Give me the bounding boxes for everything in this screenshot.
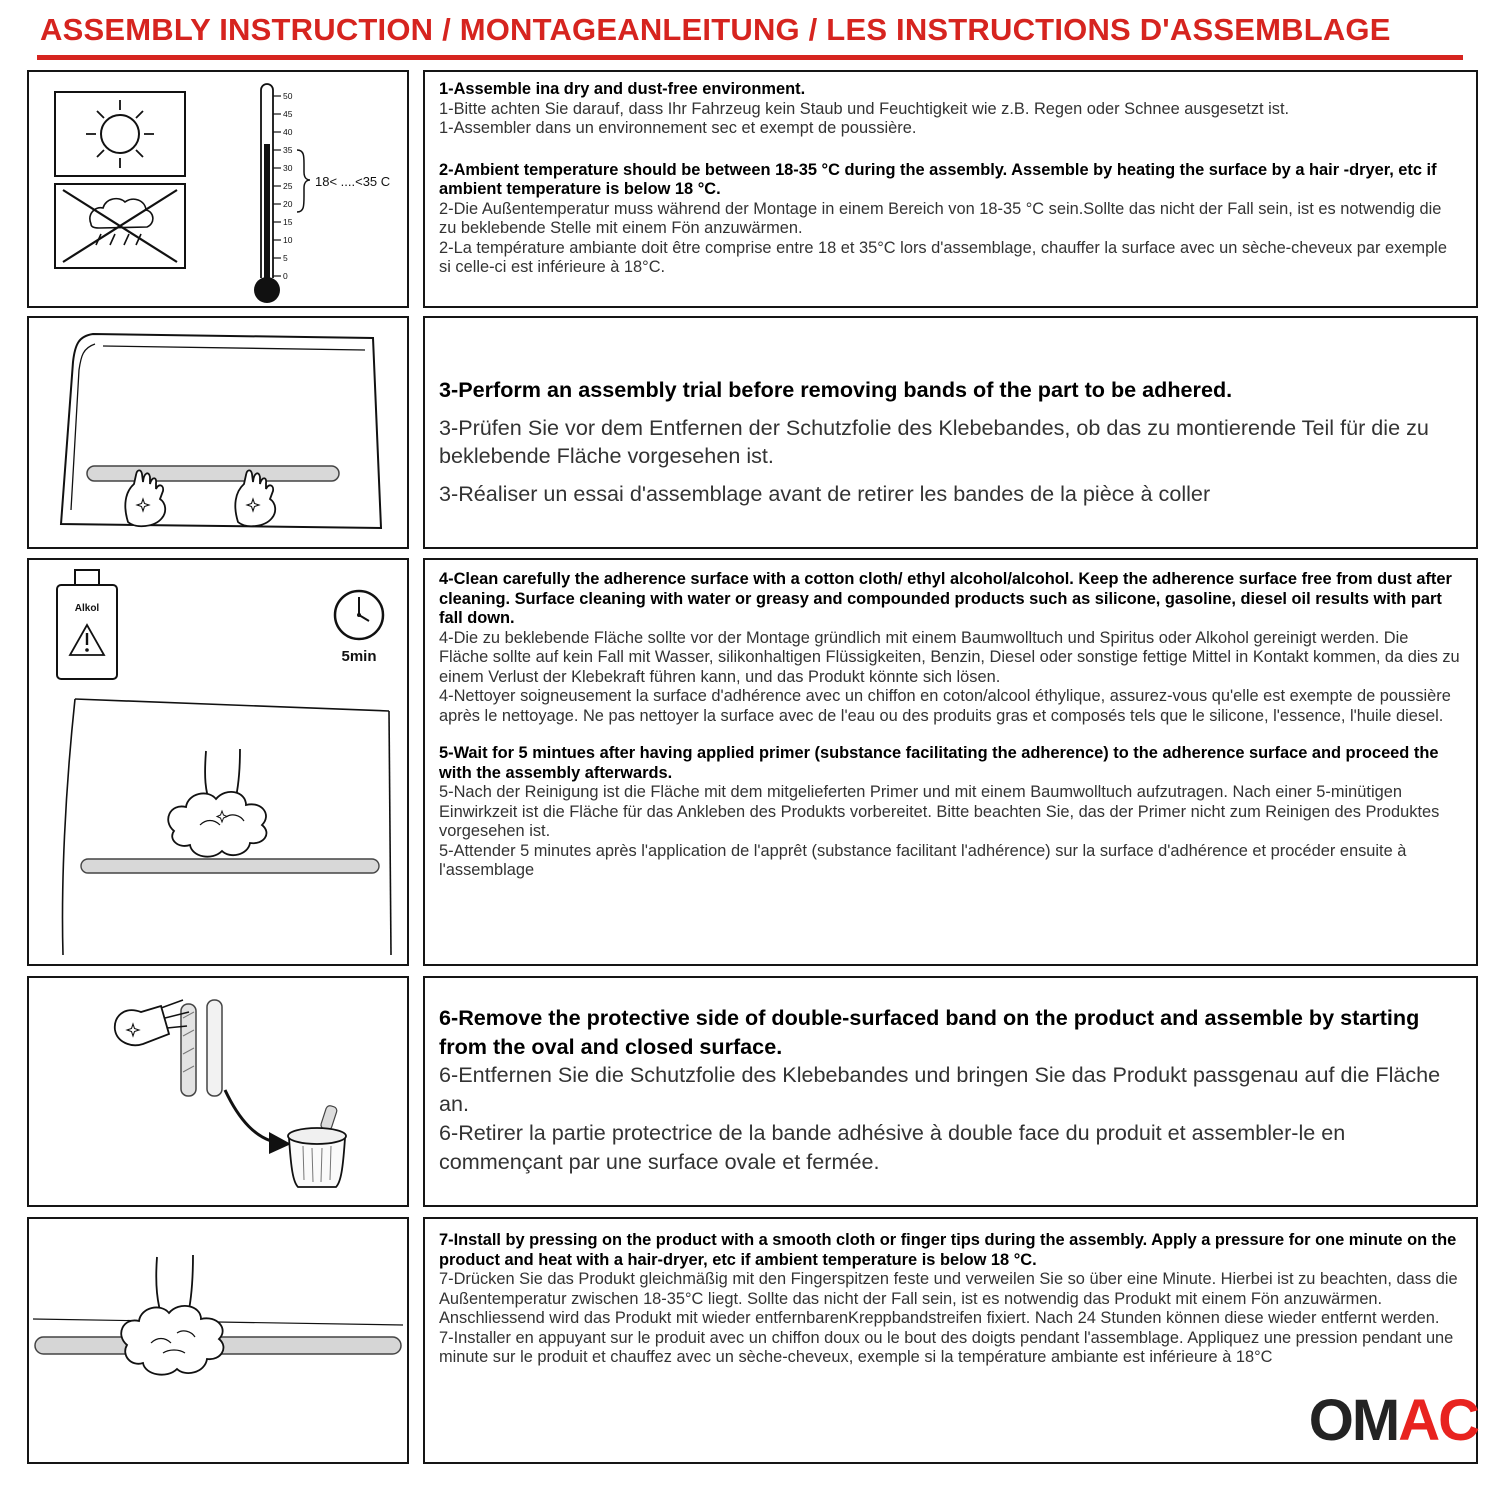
- step-6-de-text: 6-Entfernen Sie die Schutzfolie des Klebebandes und bringen Sie das Produkt passgenau auf die Fläche an.: [439, 1062, 1441, 1117]
- temperature-range-label: 18< ....<35 C: [315, 174, 391, 189]
- alcohol-bottle-icon: [57, 570, 117, 679]
- step-6-figure: [27, 976, 409, 1207]
- svg-text:25: 25: [283, 181, 293, 191]
- svg-text:35: 35: [283, 145, 293, 155]
- step-4-5-figure: [27, 558, 409, 966]
- step-6-en-text: 6-Remove the protective side of double-surfaced band on the product and assemble by starting from the oval and closed surface.: [439, 1005, 1420, 1059]
- step-7-de-text: 7-Drücken Sie das Produkt gleichmäßig mit den Fingerspitzen feste und verweilen Sie so über eine Minute. Hierbei ist zu beachten, dass die Außentemperatur zwischen 18-35°C liegt. Sollte das nicht der Fall sein, ist es notwendig das Produkt mit einem Fön anzuwärmen. Anschliessend wird das Produkt mit wieder entfernbarenKreppbandstreifen fixiert. Nach 24 Stunden können diese wieder entfernt werden.: [439, 1270, 1458, 1328]
- step-5-de-text: 5-Nach der Reinigung ist die Fläche mit dem mitgelieferten Primer und mit einem Baumwolltuch aufzutragen. Nach einer 5-minütigen Einwirkzeit ist die Fläche für das Ankleben des Produkts vorbereitet. Bitte beachten Sie, das der Primer nicht zum Reinigen des Produktes vorgesehen ist.: [439, 783, 1440, 841]
- trim-strip: [81, 859, 379, 873]
- omac-logo-dark-letters: OM: [1308, 1388, 1399, 1453]
- no-rain-icon: [55, 184, 185, 268]
- step-2-de-text: 2-Die Außentemperatur muss während der Montage in einem Bereich von 18-35 °C sein.Sollte das nicht der Fall sein, ist es notwendig die zu beklebende Stelle mit einem Fön anzuwärmen.: [439, 199, 1442, 238]
- step-2-fr-text: 2-La température ambiante doit être comprise entre 18 et 35°C lors d'assemblage, chauffer la surface avec un sèche-cheveux par exemple si celle-ci est inférieure à 18°C.: [439, 238, 1447, 277]
- step-1-de-text: 1-Bitte achten Sie darauf, dass Ihr Fahrzeug kein Staub und Feuchtigkeit wie z.B. Regen oder Schnee ausgesetzt ist.: [439, 99, 1290, 118]
- trim-strip: [87, 466, 339, 481]
- omac-logo: [1308, 1388, 1478, 1453]
- step-3-fr-text: 3-Réaliser un essai d'assemblage avant de retirer les bandes de la pièce à coller: [439, 481, 1211, 507]
- step-6-text: [423, 976, 1478, 1207]
- protective-band-strips: [181, 1000, 222, 1096]
- step-3-de-text: 3-Prüfen Sie vor dem Entfernen der Schutzfolie des Klebebandes, ob das zu montierende Teil für die zu beklebende Fläche vorgesehen ist.: [439, 414, 1429, 469]
- step-7-fr-text: 7-Installer en appuyant sur le produit avec un chiffon doux ou le bout des doigts pendant l'assemblage. Appliquez une pression pendant une minute sur le produit et chauffez avec un sèche-cheveux, exemple si la température ambiante est inférieure à 18°C: [439, 1328, 1454, 1367]
- step-7-en-text: 7-Install by pressing on the product with a smooth cloth or finger tips during the assembly. Apply a pressure for one minute on the product and heat with a hair-dryer, etc if ambient temperature is below 18 °C.: [439, 1231, 1457, 1269]
- pressing-hand-cloth-icon: [121, 1255, 223, 1375]
- cleaning-figure: [29, 560, 407, 964]
- step-3-en-text: 3-Perform an assembly trial before removing bands of the part to be adhered.: [439, 377, 1233, 402]
- peeling-hand-icon: [115, 1000, 189, 1045]
- omac-logo-red-letters: AC: [1398, 1388, 1478, 1453]
- svg-text:30: 30: [283, 163, 293, 173]
- step-4-en-text: 4-Clean carefully the adherence surface with a cotton cloth/ ethyl alcohol/alcohol. Keep the adherence surface free from dust after cleaning. Surface cleaning with water or greasy and compounded products such as silicone, gasoline, diesel oil results with part fall down.: [439, 570, 1452, 628]
- clock-icon: [335, 591, 383, 665]
- page-title: ASSEMBLY INSTRUCTION / MONTAGEANLEITUNG / LES INSTRUCTIONS D'ASSEMBLAGE: [40, 12, 1391, 47]
- environment-temperature-figure: [29, 72, 407, 306]
- svg-text:45: 45: [283, 109, 293, 119]
- svg-text:15: 15: [283, 217, 293, 227]
- bottle-label: Alkol: [74, 603, 100, 614]
- thermometer-scale: [283, 91, 293, 281]
- step-1-2-text: [423, 70, 1478, 308]
- step-5-fr-text: 5-Attender 5 minutes après l'application de l'apprêt (substance facilitant l'adhérence) sur la surface d'adhérence et procéder ensuite à l'assemblage: [439, 841, 1407, 880]
- step-3-figure: [27, 316, 409, 549]
- svg-text:0: 0: [283, 271, 288, 281]
- spacer: [439, 726, 1460, 744]
- step-4-de-text: 4-Die zu beklebende Fläche sollte vor der Montage gründlich mit einem Baumwolltuch und Spiritus oder Alkohol gereinigt werden. Die Fläche sollte auf kein Fall mit Wasser, silikonhaltigen Flüssigkeiten, Benzin, Diesel oder sonstige fettige Mittel in Kontakt kommen, da dies zu einem Verlust der Klebekraft führen kann, und das Produkt könnte sich lösen.: [439, 628, 1460, 686]
- door-trim-trial-figure: [29, 318, 407, 547]
- press-cloth-figure: [29, 1219, 407, 1462]
- svg-text:10: 10: [283, 235, 293, 245]
- sun-icon: [55, 92, 185, 176]
- thermometer-icon: [254, 84, 390, 303]
- step-2-en-text: 2-Ambient temperature should be between 18-35 °C during the assembly. Assemble by heating the surface by a hair -dryer, etc if ambient temperature is below 18 °C.: [439, 160, 1437, 199]
- title-underline: [37, 55, 1463, 60]
- step-1-en-text: 1-Assemble ina dry and dust-free environment.: [439, 80, 806, 98]
- spacer: [439, 139, 1460, 161]
- step-4-5-text: [423, 558, 1478, 966]
- step-7-figure: [27, 1217, 409, 1464]
- svg-text:20: 20: [283, 199, 293, 209]
- step-1-2-figure: [27, 70, 409, 308]
- step-3-text: [423, 316, 1478, 549]
- peel-band-figure: [29, 978, 407, 1205]
- arrow-to-trash: [225, 1090, 271, 1141]
- hand-with-cloth-icon: [168, 749, 266, 857]
- svg-text:50: 50: [283, 91, 293, 101]
- step-4-fr-text: 4-Nettoyer soigneusement la surface d'adhérence avec un chiffon en coton/alcool éthylique, assurez-vous qu'elle est exempte de poussière après le nettoyage. Ne pas nettoyer la surface avec de l'eau ou des produits gras et composés tels que le silicone, l'essence, l'huile diesel.: [439, 687, 1451, 725]
- trash-can-icon: [288, 1105, 346, 1187]
- step-6-fr-text: 6-Retirer la partie protectrice de la bande adhésive à double face du produit et assembler-le en commençant par une surface ovale et fermée.: [439, 1119, 1346, 1174]
- step-5-en-text: 5-Wait for 5 mintues after having applied primer (substance facilitating the adherence) to the adherence surface and proceed the with the assembly afterwards.: [439, 744, 1439, 782]
- step-1-fr-text: 1-Assembler dans un environnement sec et exempt de poussière.: [439, 119, 917, 138]
- svg-text:40: 40: [283, 127, 293, 137]
- clock-label: 5min: [341, 648, 377, 665]
- svg-text:5: 5: [283, 253, 288, 263]
